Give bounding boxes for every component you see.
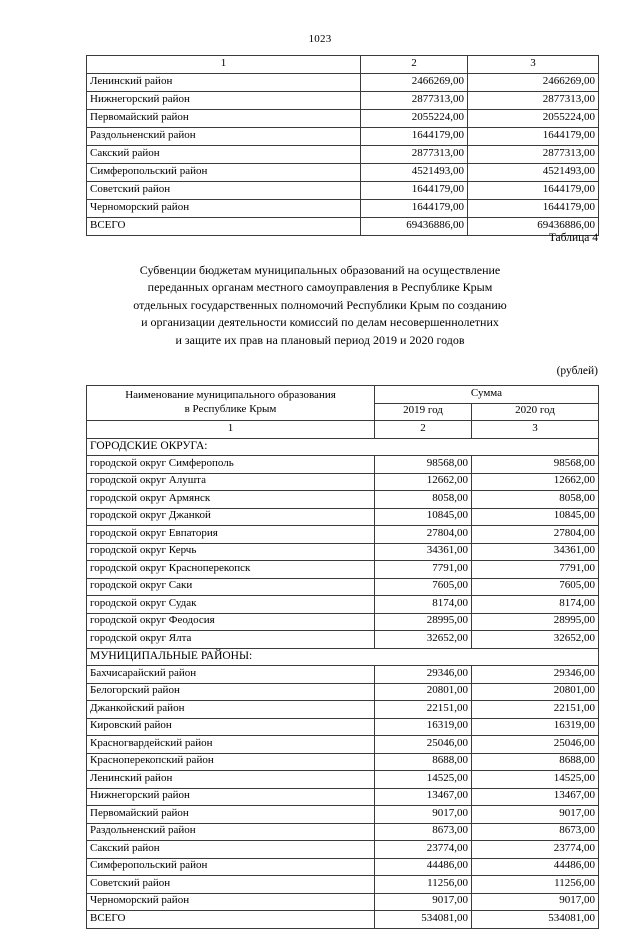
row-value-cell-3: 2055224,00 [468, 110, 599, 128]
row-value-cell-3: 8174,00 [472, 596, 599, 614]
table-total-row [87, 911, 599, 929]
column-number-cell-2: 2 [375, 421, 472, 439]
row-value-cell-2: 8688,00 [375, 753, 472, 771]
row-name-cell: Ленинский район [87, 771, 375, 789]
table-group-row [87, 438, 599, 456]
row-name-cell: городской округ Керчь [87, 543, 375, 561]
row-name-cell: Белогорский район [87, 683, 375, 701]
row-value-cell-2: 28995,00 [375, 613, 472, 631]
table-row [87, 806, 599, 824]
row-value-cell-2: 1644179,00 [361, 200, 468, 218]
table-row [87, 92, 599, 110]
row-value-cell-2: 2466269,00 [361, 74, 468, 92]
table-row [87, 508, 599, 526]
table-row [87, 788, 599, 806]
table-row [87, 110, 599, 128]
row-value-cell-3: 8673,00 [472, 823, 599, 841]
units-label: (рублей) [556, 365, 598, 377]
row-value-cell-3: 22151,00 [472, 701, 599, 719]
page-number: 1023 [308, 33, 332, 45]
row-value-cell-2: 8673,00 [375, 823, 472, 841]
row-value-cell-2: 2055224,00 [361, 110, 468, 128]
document-title-line: и организации деятельности комиссий по делам несовершеннолетних [141, 315, 499, 330]
row-value-cell-3: 2466269,00 [468, 74, 599, 92]
table-row [87, 841, 599, 859]
table-row [87, 74, 599, 92]
table-row [87, 771, 599, 789]
column-number-cell-2: 2 [361, 56, 468, 74]
row-value-cell-2: 9017,00 [375, 806, 472, 824]
row-name-cell: Сакский район [87, 841, 375, 859]
row-value-cell-2: 29346,00 [375, 666, 472, 684]
table-continued [86, 55, 599, 236]
table-continued-body [87, 56, 599, 236]
column-number-cell-3: 3 [468, 56, 599, 74]
table-row [87, 753, 599, 771]
row-name-cell: Кировский район [87, 718, 375, 736]
row-name-cell: Сакский район [87, 146, 361, 164]
total-value-cell-3: 69436886,00 [468, 218, 599, 236]
row-name-cell: городской округ Евпатория [87, 526, 375, 544]
row-name-cell: Черноморский район [87, 893, 375, 911]
table-row [87, 631, 599, 649]
row-name-cell: Раздольненский район [87, 823, 375, 841]
row-value-cell-2: 98568,00 [375, 456, 472, 474]
row-name-cell: Симферопольский район [87, 164, 361, 182]
row-value-cell-2: 16319,00 [375, 718, 472, 736]
row-value-cell-2: 23774,00 [375, 841, 472, 859]
row-value-cell-2: 10845,00 [375, 508, 472, 526]
row-value-cell-3: 9017,00 [472, 806, 599, 824]
total-value-cell-3: 534081,00 [472, 911, 599, 929]
row-value-cell-3: 9017,00 [472, 893, 599, 911]
header-cell-sum: Сумма [375, 386, 599, 404]
row-value-cell-2: 22151,00 [375, 701, 472, 719]
header-cell-year-2020: 2020 год [472, 403, 599, 421]
header-cell-year-2019: 2019 год [375, 403, 472, 421]
row-value-cell-2: 13467,00 [375, 788, 472, 806]
table-row-column-numbers [87, 421, 599, 439]
total-label-cell: ВСЕГО [87, 911, 375, 929]
row-value-cell-3: 2877313,00 [468, 92, 599, 110]
table-row [87, 823, 599, 841]
table-row [87, 683, 599, 701]
table-row [87, 491, 599, 509]
row-value-cell-3: 34361,00 [472, 543, 599, 561]
row-value-cell-2: 8174,00 [375, 596, 472, 614]
row-name-cell: городской округ Алушта [87, 473, 375, 491]
table-row [87, 858, 599, 876]
row-value-cell-3: 11256,00 [472, 876, 599, 894]
row-name-cell: городской округ Феодосия [87, 613, 375, 631]
table-row [87, 666, 599, 684]
table-row [87, 561, 599, 579]
table-row [87, 736, 599, 754]
row-value-cell-2: 25046,00 [375, 736, 472, 754]
document-title-line: и защите их прав на плановый период 2019 и 2020 годов [175, 332, 465, 347]
total-value-cell-2: 69436886,00 [361, 218, 468, 236]
table-row [87, 456, 599, 474]
row-value-cell-3: 20801,00 [472, 683, 599, 701]
table-row [87, 701, 599, 719]
row-value-cell-3: 10845,00 [472, 508, 599, 526]
row-name-cell: Первомайский район [87, 110, 361, 128]
table-4 [86, 385, 599, 929]
row-value-cell-2: 20801,00 [375, 683, 472, 701]
row-value-cell-3: 1644179,00 [468, 200, 599, 218]
row-value-cell-3: 4521493,00 [468, 164, 599, 182]
column-number-cell-1: 1 [87, 421, 375, 439]
row-value-cell-3: 7605,00 [472, 578, 599, 596]
document-title-line: Субвенции бюджетам муниципальных образований на осуществление [139, 263, 501, 277]
document-title [70, 262, 570, 349]
row-value-cell-2: 12662,00 [375, 473, 472, 491]
row-name-cell: городской округ Армянск [87, 491, 375, 509]
row-name-cell: Красногвардейский район [87, 736, 375, 754]
total-label-cell: ВСЕГО [87, 218, 361, 236]
row-name-cell: городской округ Красноперекопск [87, 561, 375, 579]
total-value-cell-2: 534081,00 [375, 911, 472, 929]
row-value-cell-3: 8058,00 [472, 491, 599, 509]
row-value-cell-2: 2877313,00 [361, 92, 468, 110]
row-name-cell: Красноперекопский район [87, 753, 375, 771]
row-name-cell: Первомайский район [87, 806, 375, 824]
table-row [87, 146, 599, 164]
row-name-cell: Черноморский район [87, 200, 361, 218]
table-row-column-numbers [87, 56, 599, 74]
column-number-cell-1: 1 [87, 56, 361, 74]
row-value-cell-2: 4521493,00 [361, 164, 468, 182]
row-value-cell-2: 1644179,00 [361, 182, 468, 200]
table-row [87, 893, 599, 911]
row-name-cell: Советский район [87, 182, 361, 200]
row-value-cell-3: 12662,00 [472, 473, 599, 491]
row-value-cell-3: 8688,00 [472, 753, 599, 771]
row-value-cell-2: 2877313,00 [361, 146, 468, 164]
table-4-body [87, 386, 599, 929]
table-row [87, 526, 599, 544]
table-row [87, 578, 599, 596]
row-name-cell: Советский район [87, 876, 375, 894]
row-name-cell: Бахчисарайский район [87, 666, 375, 684]
row-value-cell-2: 44486,00 [375, 858, 472, 876]
row-value-cell-3: 32652,00 [472, 631, 599, 649]
row-name-cell: Нижнегорский район [87, 92, 361, 110]
row-name-cell: Джанкойский район [87, 701, 375, 719]
header-municipality-line-1: Наименование муниципального образования [125, 388, 336, 401]
row-value-cell-3: 23774,00 [472, 841, 599, 859]
table-group-row [87, 648, 599, 666]
row-name-cell: Раздольненский район [87, 128, 361, 146]
row-name-cell: городской округ Саки [87, 578, 375, 596]
table-label: Таблица 4 [548, 232, 598, 244]
table-row [87, 164, 599, 182]
row-value-cell-3: 16319,00 [472, 718, 599, 736]
table-row [87, 182, 599, 200]
row-name-cell: городской округ Джанкой [87, 508, 375, 526]
column-number-cell-3: 3 [472, 421, 599, 439]
table-row [87, 200, 599, 218]
row-value-cell-3: 25046,00 [472, 736, 599, 754]
table-row [87, 473, 599, 491]
group-title-cell: МУНИЦИПАЛЬНЫЕ РАЙОНЫ: [87, 648, 599, 666]
document-title-line: отдельных государственных полномочий Республики Крым по созданию [133, 297, 507, 312]
header-municipality-line-2: в Республике Крым [184, 402, 277, 415]
row-name-cell: городской округ Симферополь [87, 456, 375, 474]
row-value-cell-2: 14525,00 [375, 771, 472, 789]
row-value-cell-2: 1644179,00 [361, 128, 468, 146]
table-header-row-1 [87, 386, 599, 404]
row-value-cell-3: 2877313,00 [468, 146, 599, 164]
row-value-cell-3: 1644179,00 [468, 128, 599, 146]
row-value-cell-3: 29346,00 [472, 666, 599, 684]
row-name-cell: Симферопольский район [87, 858, 375, 876]
row-value-cell-3: 1644179,00 [468, 182, 599, 200]
row-value-cell-3: 44486,00 [472, 858, 599, 876]
group-title-cell: ГОРОДСКИЕ ОКРУГА: [87, 438, 599, 456]
row-value-cell-2: 27804,00 [375, 526, 472, 544]
row-value-cell-3: 98568,00 [472, 456, 599, 474]
row-value-cell-2: 7605,00 [375, 578, 472, 596]
row-name-cell: городской округ Судак [87, 596, 375, 614]
table-row [87, 613, 599, 631]
row-name-cell: Ленинский район [87, 74, 361, 92]
row-value-cell-3: 28995,00 [472, 613, 599, 631]
row-value-cell-2: 7791,00 [375, 561, 472, 579]
table-row [87, 876, 599, 894]
row-name-cell: городской округ Ялта [87, 631, 375, 649]
row-value-cell-3: 27804,00 [472, 526, 599, 544]
row-value-cell-3: 13467,00 [472, 788, 599, 806]
row-value-cell-2: 34361,00 [375, 543, 472, 561]
document-title-line: переданных органам местного самоуправления в Республике Крым [147, 280, 493, 295]
header-cell-municipality [87, 386, 375, 421]
table-row [87, 128, 599, 146]
table-row [87, 718, 599, 736]
table-row [87, 596, 599, 614]
row-value-cell-3: 14525,00 [472, 771, 599, 789]
row-name-cell: Нижнегорский район [87, 788, 375, 806]
row-value-cell-2: 11256,00 [375, 876, 472, 894]
table-row [87, 543, 599, 561]
row-value-cell-2: 32652,00 [375, 631, 472, 649]
row-value-cell-2: 9017,00 [375, 893, 472, 911]
row-value-cell-3: 7791,00 [472, 561, 599, 579]
row-value-cell-2: 8058,00 [375, 491, 472, 509]
